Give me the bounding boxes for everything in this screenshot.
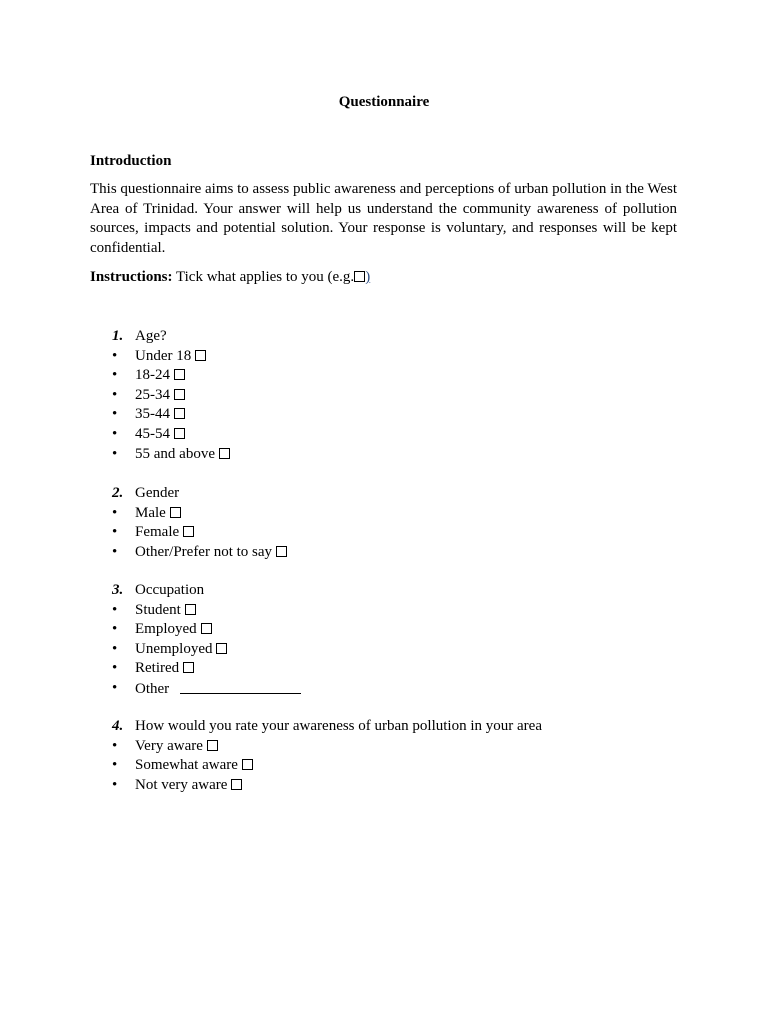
checkbox-icon[interactable] xyxy=(170,507,181,518)
bullet-icon: • xyxy=(112,621,118,638)
checkbox-icon[interactable] xyxy=(207,740,218,751)
bullet-icon: • xyxy=(112,445,118,462)
page-title: Questionnaire xyxy=(338,94,430,110)
bullet-icon: • xyxy=(112,504,118,521)
bullet-icon: • xyxy=(112,737,118,754)
option-label: Retired xyxy=(135,660,180,677)
other-blank-field[interactable] xyxy=(180,679,301,694)
checkbox-icon[interactable] xyxy=(185,604,196,615)
option-label: Male xyxy=(135,504,166,521)
checkbox-icon[interactable] xyxy=(201,623,212,634)
bullet-icon: • xyxy=(112,543,118,560)
option-label: Female xyxy=(135,524,180,541)
checkbox-icon[interactable] xyxy=(174,428,185,439)
bullet-icon: • xyxy=(112,660,118,677)
option-label: 45-54 xyxy=(135,425,170,442)
checkbox-icon[interactable] xyxy=(242,759,253,770)
instructions-text: Tick what applies to you (e.g. xyxy=(176,269,355,285)
option-label: Employed xyxy=(135,621,197,638)
bullet-icon: • xyxy=(112,367,118,384)
checkbox-icon[interactable] xyxy=(195,350,206,361)
question-number: 3. xyxy=(112,582,124,598)
checkbox-icon[interactable] xyxy=(216,643,227,654)
bullet-icon: • xyxy=(112,601,118,618)
instructions-line xyxy=(90,268,370,287)
option-label: 25-34 xyxy=(135,386,170,403)
option-label: Other/Prefer not to say xyxy=(135,543,273,560)
bullet-icon: • xyxy=(112,524,118,541)
bullet-icon: • xyxy=(112,776,118,793)
option-label: Under 18 xyxy=(135,347,192,364)
bullet-icon: • xyxy=(112,640,118,657)
question-text: Gender xyxy=(135,485,180,501)
instructions-link[interactable]: ) xyxy=(365,269,371,285)
bullet-icon: • xyxy=(112,679,118,696)
question-number: 1. xyxy=(112,328,124,344)
question-text: Age? xyxy=(135,328,167,344)
introduction-heading: Introduction xyxy=(90,153,172,169)
question-text: How would you rate your awareness of urban pollution in your area xyxy=(135,718,542,734)
option-label: Student xyxy=(135,601,181,618)
option-label: 35-44 xyxy=(135,406,170,423)
checkbox-icon[interactable] xyxy=(174,369,185,380)
option-label: Unemployed xyxy=(135,640,213,657)
option-label: 55 and above xyxy=(135,445,215,462)
bullet-icon: • xyxy=(112,406,118,423)
bullet-icon: • xyxy=(112,347,118,364)
checkbox-icon[interactable] xyxy=(276,546,287,557)
checkbox-icon[interactable] xyxy=(183,662,194,673)
bullet-icon: • xyxy=(112,757,118,774)
question-text: Occupation xyxy=(135,582,205,598)
bullet-icon: • xyxy=(112,425,118,442)
question-number: 2. xyxy=(112,485,124,501)
instructions-label: Instructions: xyxy=(90,269,173,285)
bullet-icon: • xyxy=(112,386,118,403)
option-label: Other xyxy=(135,680,170,697)
option-label: Somewhat aware xyxy=(135,757,238,774)
introduction-body: This questionnaire aims to assess public awareness and perceptions of urban pollution in the West Area of Trinidad. Your answer will help us understand the community awareness of pollution sources, impacts and potential solution. Your response is voluntary, and responses will be kept confidential. xyxy=(90,181,677,256)
option-label: Not very aware xyxy=(135,776,228,793)
checkbox-icon[interactable] xyxy=(174,408,185,419)
option-label: Very aware xyxy=(135,737,203,754)
option-label: 18-24 xyxy=(135,367,170,384)
question-number: 4. xyxy=(112,718,124,734)
checkbox-icon[interactable] xyxy=(174,389,185,400)
checkbox-icon[interactable] xyxy=(183,526,194,537)
example-checkbox-icon xyxy=(354,271,365,282)
checkbox-icon[interactable] xyxy=(231,779,242,790)
checkbox-icon[interactable] xyxy=(219,448,230,459)
